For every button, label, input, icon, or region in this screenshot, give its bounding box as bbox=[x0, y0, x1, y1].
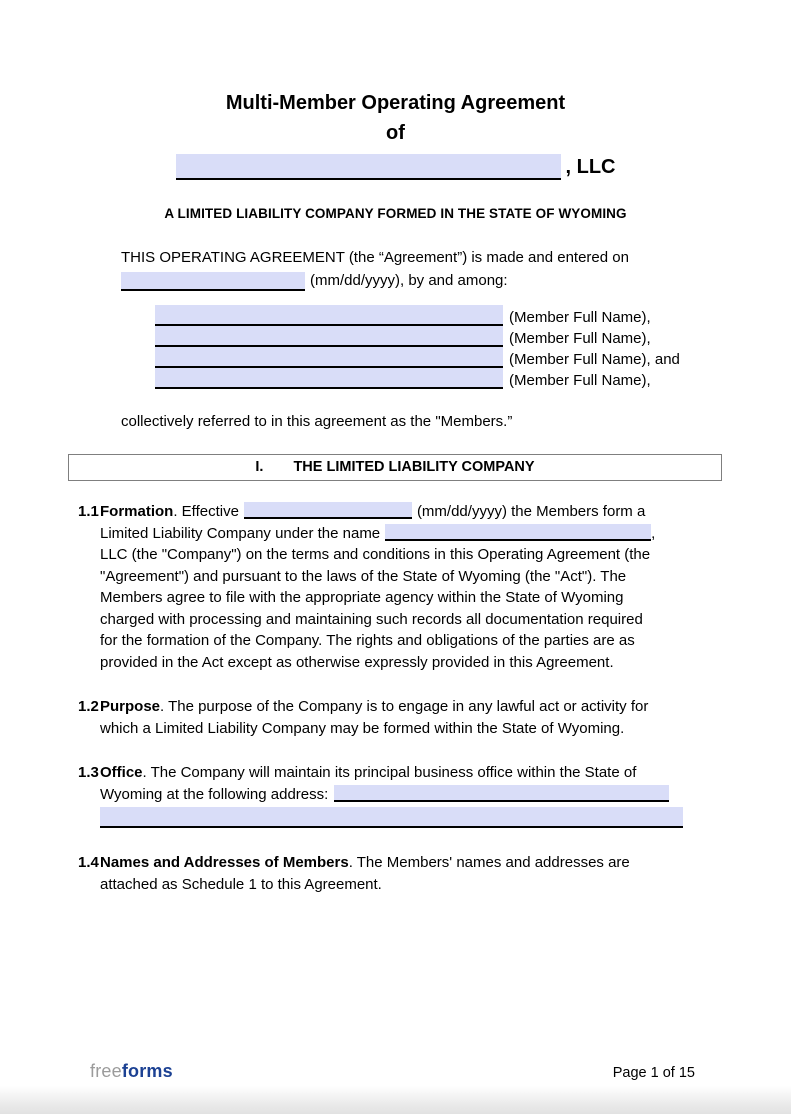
document-title: Multi-Member Operating Agreement bbox=[225, 92, 566, 114]
clause-1-2-line1 bbox=[100, 696, 714, 718]
clause-number: 1.1 bbox=[78, 503, 99, 520]
page-number: Page 1 of 15 bbox=[612, 1065, 695, 1081]
page-footer bbox=[90, 1061, 695, 1082]
member-label-3: (Member Full Name), and bbox=[509, 351, 680, 368]
clause-text: . The purpose of the Company is to engage in any lawful act or activity for bbox=[160, 698, 649, 715]
company-name-field-2[interactable] bbox=[385, 524, 651, 541]
clause-title: Office bbox=[100, 764, 143, 781]
clause-1-1-body-line: for the formation of the Company. The rights and obligations of the parties are as bbox=[100, 632, 635, 649]
member-name-field-1[interactable] bbox=[155, 305, 503, 326]
member-label-1: (Member Full Name), bbox=[509, 309, 651, 326]
clause-text: Limited Liability Company under the name bbox=[100, 524, 381, 542]
clause-text: . The Company will maintain its principal business office within the State of bbox=[142, 764, 637, 781]
clause-1-1-body-line: Members agree to file with the appropriate agency within the State of Wyoming bbox=[100, 589, 624, 606]
member-row bbox=[155, 326, 791, 347]
office-address-field-2[interactable] bbox=[100, 807, 683, 828]
clause-1-1-body-line: charged with processing and maintaining such records all documentation required bbox=[100, 610, 643, 628]
section-title: THE LIMITED LIABILITY COMPANY bbox=[293, 459, 535, 475]
member-list bbox=[155, 305, 791, 389]
clause-number: 1.3 bbox=[78, 764, 99, 781]
clause-1-1-body-line: "Agreement") and pursuant to the laws of the State of Wyoming (the "Act"). The bbox=[100, 567, 627, 585]
clause-1-3-line2 bbox=[100, 784, 714, 806]
intro-line2 bbox=[121, 270, 712, 291]
clause-title: Formation bbox=[100, 503, 174, 520]
section-number: I. bbox=[255, 459, 264, 475]
clause-1-2-line2: which a Limited Liability Company may be formed within the State of Wyoming. bbox=[100, 719, 625, 737]
logo-forms-text: forms bbox=[121, 1061, 173, 1081]
clause-1-1-line1 bbox=[100, 501, 714, 523]
logo-free-text: free bbox=[90, 1061, 122, 1081]
clause-text: . The Members' names and addresses are bbox=[348, 854, 630, 871]
freeforms-logo bbox=[90, 1061, 173, 1082]
member-name-field-2[interactable] bbox=[155, 326, 503, 347]
member-row bbox=[155, 347, 791, 368]
clause-1-1-line2 bbox=[100, 523, 714, 545]
clause-text: Wyoming at the following address: bbox=[100, 785, 329, 803]
clause-1-2-purpose bbox=[78, 696, 714, 739]
intro-line1: THIS OPERATING AGREEMENT (the “Agreement”) is made and entered on bbox=[121, 249, 629, 266]
document-subtitle: A LIMITED LIABILITY COMPANY FORMED IN THE STATE OF WYOMING bbox=[164, 206, 627, 221]
title-of: of bbox=[386, 122, 405, 144]
clause-1-1-formation bbox=[78, 501, 714, 673]
intro-after-date: (mm/dd/yyyy), by and among: bbox=[310, 272, 508, 289]
member-row bbox=[155, 305, 791, 326]
clause-text: (mm/dd/yyyy) the Members form a bbox=[416, 503, 646, 520]
clause-title: Names and Addresses of Members bbox=[100, 854, 349, 871]
member-label-2: (Member Full Name), bbox=[509, 330, 651, 347]
member-label-4: (Member Full Name), bbox=[509, 372, 651, 389]
clause-1-4-line2: attached as Schedule 1 to this Agreement. bbox=[100, 875, 382, 893]
clause-1-1-body-line: provided in the Act except as otherwise expressly provided in this Agreement. bbox=[100, 653, 614, 671]
company-suffix: , LLC bbox=[565, 156, 616, 178]
clause-number: 1.2 bbox=[78, 698, 99, 715]
collective-reference-text: collectively referred to in this agreement as the "Members.” bbox=[121, 413, 513, 430]
clause-1-3-office bbox=[78, 762, 714, 828]
clause-1-3-line1 bbox=[100, 762, 714, 784]
clause-title: Purpose bbox=[100, 698, 161, 715]
clause-1-1-body-line: LLC (the "Company") on the terms and conditions in this Operating Agreement (the bbox=[100, 546, 651, 563]
clause-1-4-line1 bbox=[100, 852, 714, 874]
page-bottom-shadow bbox=[0, 1086, 791, 1114]
effective-date-field[interactable] bbox=[244, 502, 412, 519]
section-heading bbox=[68, 454, 722, 481]
agreement-date-field[interactable] bbox=[121, 272, 305, 291]
clause-text: . Effective bbox=[173, 503, 239, 520]
member-name-field-4[interactable] bbox=[155, 368, 503, 389]
intro-paragraph bbox=[121, 247, 712, 291]
company-name-line bbox=[0, 154, 791, 180]
office-address-field-1[interactable] bbox=[334, 785, 669, 802]
company-name-field[interactable] bbox=[176, 154, 561, 180]
clause-1-4-names-addresses bbox=[78, 852, 714, 895]
clause-number: 1.4 bbox=[78, 854, 99, 871]
member-name-field-3[interactable] bbox=[155, 347, 503, 368]
clause-text: , bbox=[651, 524, 656, 542]
member-row bbox=[155, 368, 791, 389]
